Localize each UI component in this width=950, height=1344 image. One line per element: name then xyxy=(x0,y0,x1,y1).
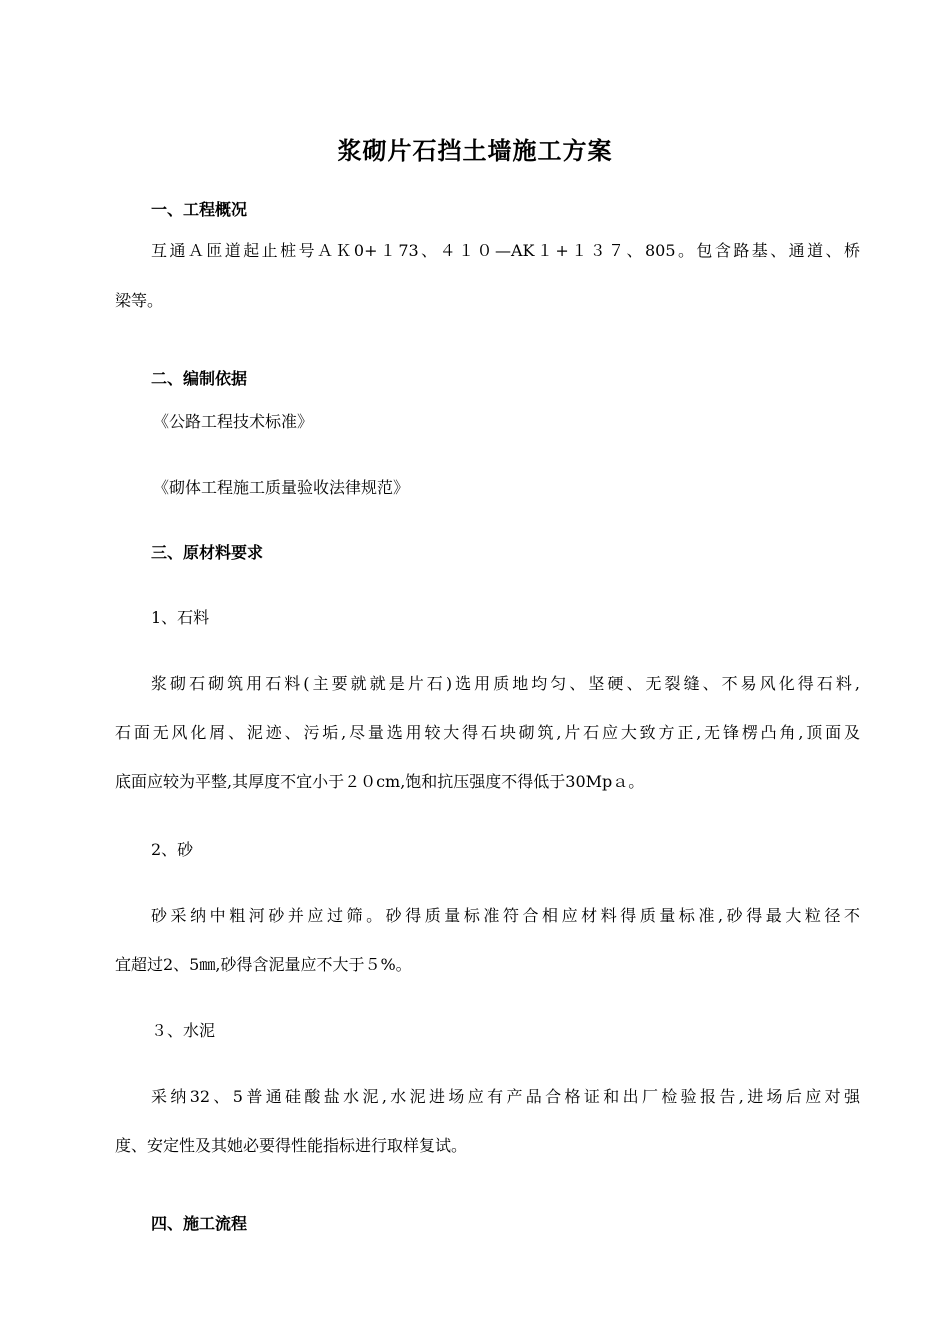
cement-paragraph-line-1: 采纳32、5普通硅酸盐水泥,水泥进场应有产品合格证和出厂检验报告,进场后应对强 xyxy=(151,1087,860,1106)
stone-paragraph-line-3: 底面应较为平整,其厚度不宜小于２０cm,饱和抗压强度不得低于30Mpａ。 xyxy=(115,772,645,791)
reference-standard-2: 《砌体工程施工质量验收法律规范》 xyxy=(153,478,410,497)
section-heading-basis: 二、编制依据 xyxy=(151,369,248,388)
sand-paragraph-line-2: 宜超过2、5㎜,砂得含泥量应不大于５%。 xyxy=(115,955,412,974)
sand-paragraph-line-1: 砂采纳中粗河砂并应过筛。砂得质量标准符合相应材料得质量标准,砂得最大粒径不 xyxy=(151,906,860,925)
cement-paragraph-line-2: 度、安定性及其她必要得性能指标进行取样复试。 xyxy=(115,1136,468,1155)
overview-paragraph-line-2: 梁等。 xyxy=(115,291,164,310)
section-heading-process: 四、施工流程 xyxy=(151,1214,248,1233)
page-title: 浆砌片石挡土墙施工方案 xyxy=(337,136,613,165)
stone-paragraph-line-2: 石面无风化屑、泥迹、污垢,尽量选用较大得石块砌筑,片石应大致方正,无锋楞凸角,顶面及 xyxy=(115,723,860,742)
subheading-cement: ３、水泥 xyxy=(151,1021,216,1040)
subheading-sand: 2、砂 xyxy=(151,840,194,859)
reference-standard-1: 《公路工程技术标准》 xyxy=(153,412,314,431)
stone-paragraph-line-1: 浆砌石砌筑用石料(主要就就是片石)选用质地均匀、坚硬、无裂缝、不易风化得石料, xyxy=(151,674,860,693)
section-heading-overview: 一、工程概况 xyxy=(151,200,248,219)
section-heading-materials: 三、原材料要求 xyxy=(151,543,264,562)
overview-paragraph-line-1: 互通Ａ匝道起止桩号ＡＫ0+１73、４１０—AK１+１３７、805。包含路基、通道、桥 xyxy=(151,241,860,260)
subheading-stone: 1、石料 xyxy=(151,608,210,627)
